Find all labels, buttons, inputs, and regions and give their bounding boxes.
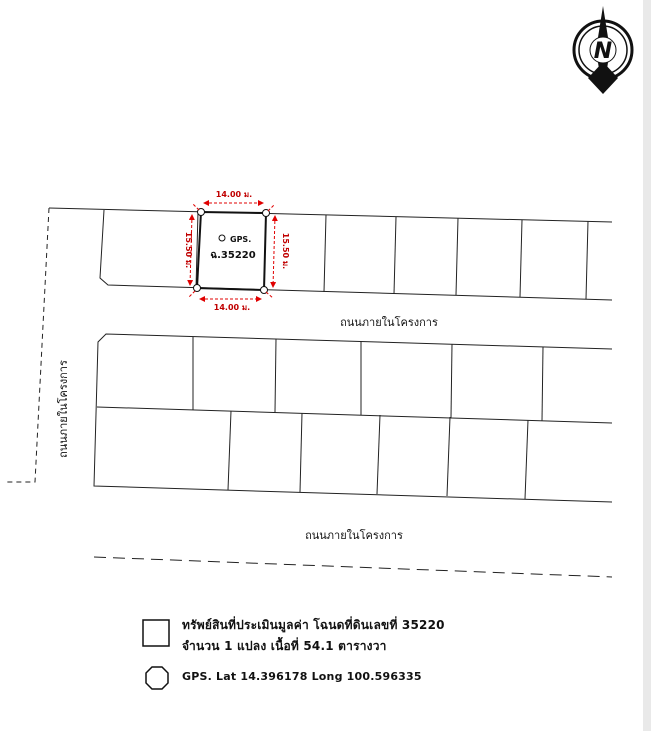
left-road-edge <box>5 208 49 482</box>
legend-subject-line2: จำนวน 1 แปลง เนื้อที่ 54.1 ตารางวา <box>182 639 387 653</box>
legend-square-icon <box>143 620 169 646</box>
legend-gps-octagon-icon <box>146 667 168 689</box>
dim-bottom-label: 14.00 ม. <box>213 303 251 312</box>
road-label-left: ถนนภายในโครงการ <box>57 360 70 458</box>
north-arrow-icon <box>574 6 632 94</box>
gps-label: GPS. <box>230 235 252 244</box>
deed-label: ฉ.35220 <box>210 250 256 261</box>
dim-left-label: 15.50 ม. <box>184 231 193 269</box>
dim-right-label: 15.50 ม. <box>281 232 290 270</box>
road-label-lower: ถนนภายในโครงการ <box>305 529 403 542</box>
lower-road-edge <box>94 557 612 577</box>
legend <box>182 616 622 696</box>
upper-plot-row <box>49 208 612 300</box>
road-label-upper: ถนนภายในโครงการ <box>340 316 438 329</box>
subject-plot <box>194 209 270 294</box>
legend-gps-line: GPS. Lat 14.396178 Long 100.596335 <box>182 670 422 683</box>
gps-point-icon <box>219 235 225 241</box>
middle-plot-block <box>94 334 612 502</box>
dim-top-label: 14.00 ม. <box>215 190 253 199</box>
north-label: N <box>593 39 613 64</box>
legend-subject-line1: ทรัพย์สินที่ประเมินมูลค่า โฉนดที่ดินเลขที่ 35220 <box>182 618 445 632</box>
page-edge <box>643 0 651 731</box>
